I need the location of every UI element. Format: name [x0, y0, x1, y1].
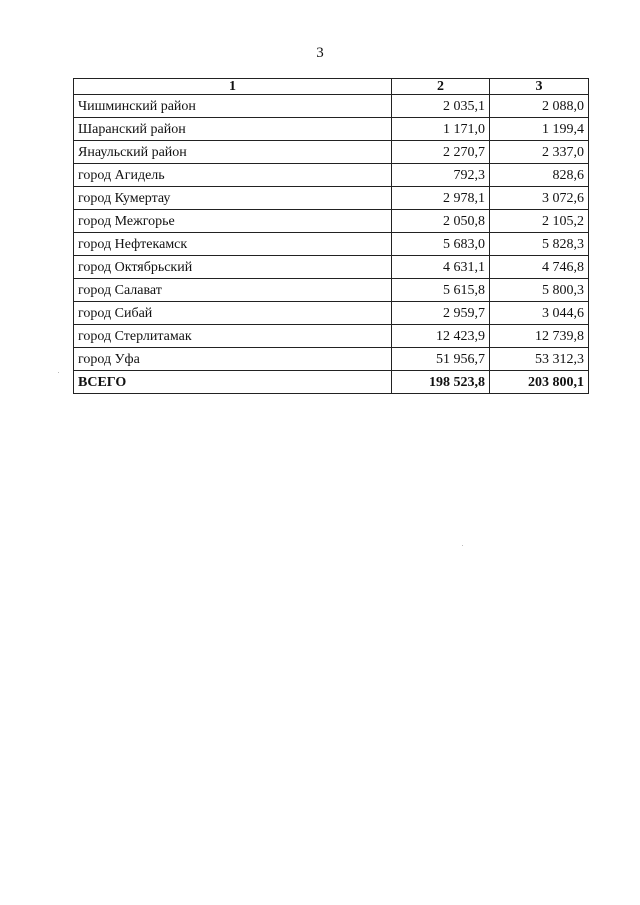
column-header-2: 2	[392, 79, 490, 95]
row-name: город Салават	[74, 279, 392, 302]
table-row	[74, 325, 589, 348]
row-value-col3: 12 739,8	[490, 325, 589, 348]
row-value-col3: 5 828,3	[490, 233, 589, 256]
row-name: Чишминский район	[74, 95, 392, 118]
table-row	[74, 256, 589, 279]
table-row	[74, 348, 589, 371]
row-value-col2: 12 423,9	[392, 325, 490, 348]
total-value-col2: 198 523,8	[392, 371, 490, 394]
budget-table	[73, 78, 589, 394]
table-row	[74, 279, 589, 302]
row-value-col2: 51 956,7	[392, 348, 490, 371]
row-value-col2: 2 978,1	[392, 187, 490, 210]
row-value-col3: 3 044,6	[490, 302, 589, 325]
row-name: город Октябрьский	[74, 256, 392, 279]
total-value-col3: 203 800,1	[490, 371, 589, 394]
row-name: город Агидель	[74, 164, 392, 187]
table-row	[74, 302, 589, 325]
row-value-col3: 828,6	[490, 164, 589, 187]
row-value-col2: 2 050,8	[392, 210, 490, 233]
row-value-col2: 1 171,0	[392, 118, 490, 141]
row-value-col3: 2 088,0	[490, 95, 589, 118]
table-row	[74, 233, 589, 256]
row-value-col3: 3 072,6	[490, 187, 589, 210]
scan-speck	[462, 545, 463, 546]
table-row	[74, 141, 589, 164]
table-row	[74, 95, 589, 118]
row-name: город Уфа	[74, 348, 392, 371]
table-row	[74, 210, 589, 233]
row-name: Янаульский район	[74, 141, 392, 164]
table-header-row	[74, 79, 589, 95]
table-row	[74, 187, 589, 210]
column-header-1: 1	[74, 79, 392, 95]
row-value-col2: 2 270,7	[392, 141, 490, 164]
row-value-col3: 2 337,0	[490, 141, 589, 164]
row-name: город Кумертау	[74, 187, 392, 210]
column-header-3: 3	[490, 79, 589, 95]
row-value-col3: 1 199,4	[490, 118, 589, 141]
row-name: Шаранский район	[74, 118, 392, 141]
table-row	[74, 118, 589, 141]
row-name: город Стерлитамак	[74, 325, 392, 348]
row-value-col2: 2 035,1	[392, 95, 490, 118]
page-number: 3	[316, 45, 324, 61]
row-value-col2: 5 615,8	[392, 279, 490, 302]
total-label: ВСЕГО	[74, 371, 392, 394]
row-value-col3: 53 312,3	[490, 348, 589, 371]
row-value-col2: 4 631,1	[392, 256, 490, 279]
scan-speck	[58, 372, 59, 373]
row-value-col2: 792,3	[392, 164, 490, 187]
row-value-col3: 5 800,3	[490, 279, 589, 302]
table-row	[74, 164, 589, 187]
row-value-col3: 2 105,2	[490, 210, 589, 233]
total-row	[74, 371, 589, 394]
row-name: город Межгорье	[74, 210, 392, 233]
row-value-col2: 2 959,7	[392, 302, 490, 325]
row-value-col2: 5 683,0	[392, 233, 490, 256]
row-name: город Сибай	[74, 302, 392, 325]
row-value-col3: 4 746,8	[490, 256, 589, 279]
row-name: город Нефтекамск	[74, 233, 392, 256]
